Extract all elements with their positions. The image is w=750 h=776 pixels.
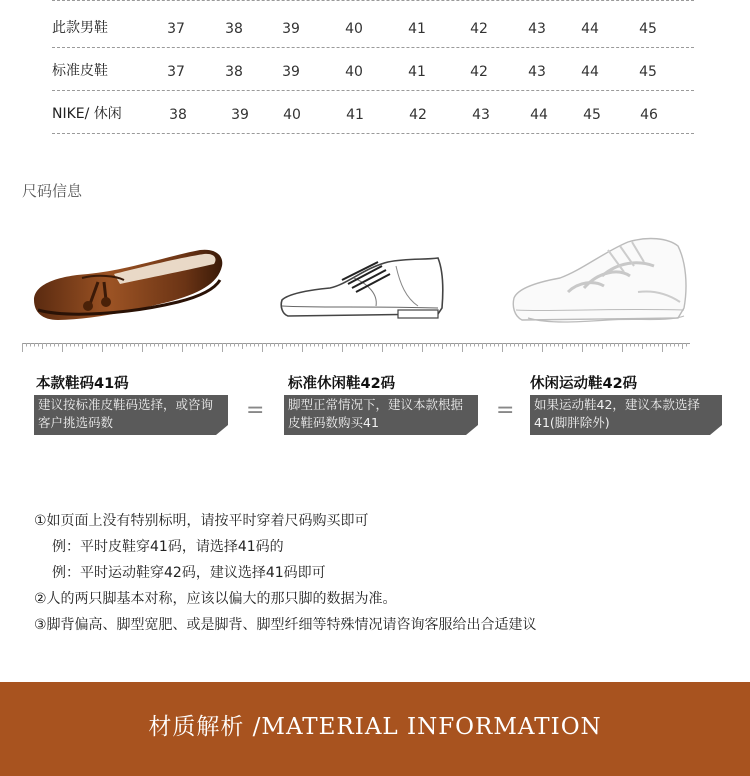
size-cell: 44: [581, 21, 599, 37]
equals-sign: =: [496, 398, 515, 423]
size-cell: 44: [581, 64, 599, 80]
note-line: ③脚背偏高、脚型宽肥、或是脚背、脚型纤细等特殊情况请咨询客服给出合适建议: [34, 617, 537, 633]
size-row-nike-casual: [52, 91, 694, 134]
loafer-shoe-icon: [28, 244, 228, 328]
size-cell: 40: [345, 21, 363, 37]
size-cell: 44: [530, 107, 548, 123]
size-cell: 39: [231, 107, 249, 123]
size-cell: 39: [282, 21, 300, 37]
material-info-banner: [0, 682, 750, 776]
size-cell: 43: [528, 64, 546, 80]
size-cell: 43: [528, 21, 546, 37]
card-advice-casual-shoe: 脚型正常情况下，建议本款根据皮鞋码数购买41: [284, 395, 478, 435]
row-label: 此款男鞋: [52, 20, 108, 36]
size-cell: 39: [282, 64, 300, 80]
size-cell: 45: [639, 64, 657, 80]
size-cell: 45: [639, 21, 657, 37]
size-cell: 40: [345, 64, 363, 80]
size-row-standard-leather: [52, 48, 694, 91]
size-cell: 37: [167, 21, 185, 37]
card-advice-this-shoe: 建议按标准皮鞋码选择，或咨询客户挑选码数: [34, 395, 228, 435]
size-cell: 42: [409, 107, 427, 123]
note-line: ②人的两只脚基本对称，应该以偏大的那只脚的数据为准。: [34, 591, 397, 607]
size-cell: 40: [283, 107, 301, 123]
note-example: 例：平时运动鞋穿42码，建议选择41码即可: [52, 565, 326, 581]
note-line: ①如页面上没有特别标明，请按平时穿着尺码购买即可: [34, 513, 369, 529]
size-cell: 43: [472, 107, 490, 123]
oxford-shoe-icon: [278, 254, 448, 324]
size-cell: 42: [470, 64, 488, 80]
card-title-casual-shoe: 标准休闲鞋42码: [288, 376, 396, 392]
card-title-this-shoe: 本款鞋码41码: [36, 376, 129, 392]
size-cell: 45: [583, 107, 601, 123]
size-cell: 38: [225, 21, 243, 37]
size-cell: 41: [408, 64, 426, 80]
size-cell: 37: [167, 64, 185, 80]
equals-sign: =: [246, 398, 265, 423]
size-cell: 46: [640, 107, 658, 123]
size-row-this-shoe: [52, 0, 694, 48]
row-label: NIKE/ 休闲: [52, 106, 122, 122]
banner-title: 材质解析 /MATERIAL INFORMATION: [148, 714, 602, 740]
card-title-sneaker: 休闲运动鞋42码: [530, 376, 638, 392]
card-advice-sneaker: 如果运动鞋42，建议本款选择41(脚胖除外): [530, 395, 722, 435]
size-cell: 38: [225, 64, 243, 80]
size-cell: 41: [346, 107, 364, 123]
size-cell: 41: [408, 21, 426, 37]
row-label: 标准皮鞋: [52, 63, 108, 79]
size-cell: 42: [470, 21, 488, 37]
size-comparison-table: [52, 0, 694, 134]
measuring-ruler: [22, 343, 690, 355]
size-info-title: 尺码信息: [22, 182, 83, 200]
note-example: 例：平时皮鞋穿41码，请选择41码的: [52, 539, 284, 555]
sneaker-icon: [508, 232, 690, 330]
size-cell: 38: [169, 107, 187, 123]
